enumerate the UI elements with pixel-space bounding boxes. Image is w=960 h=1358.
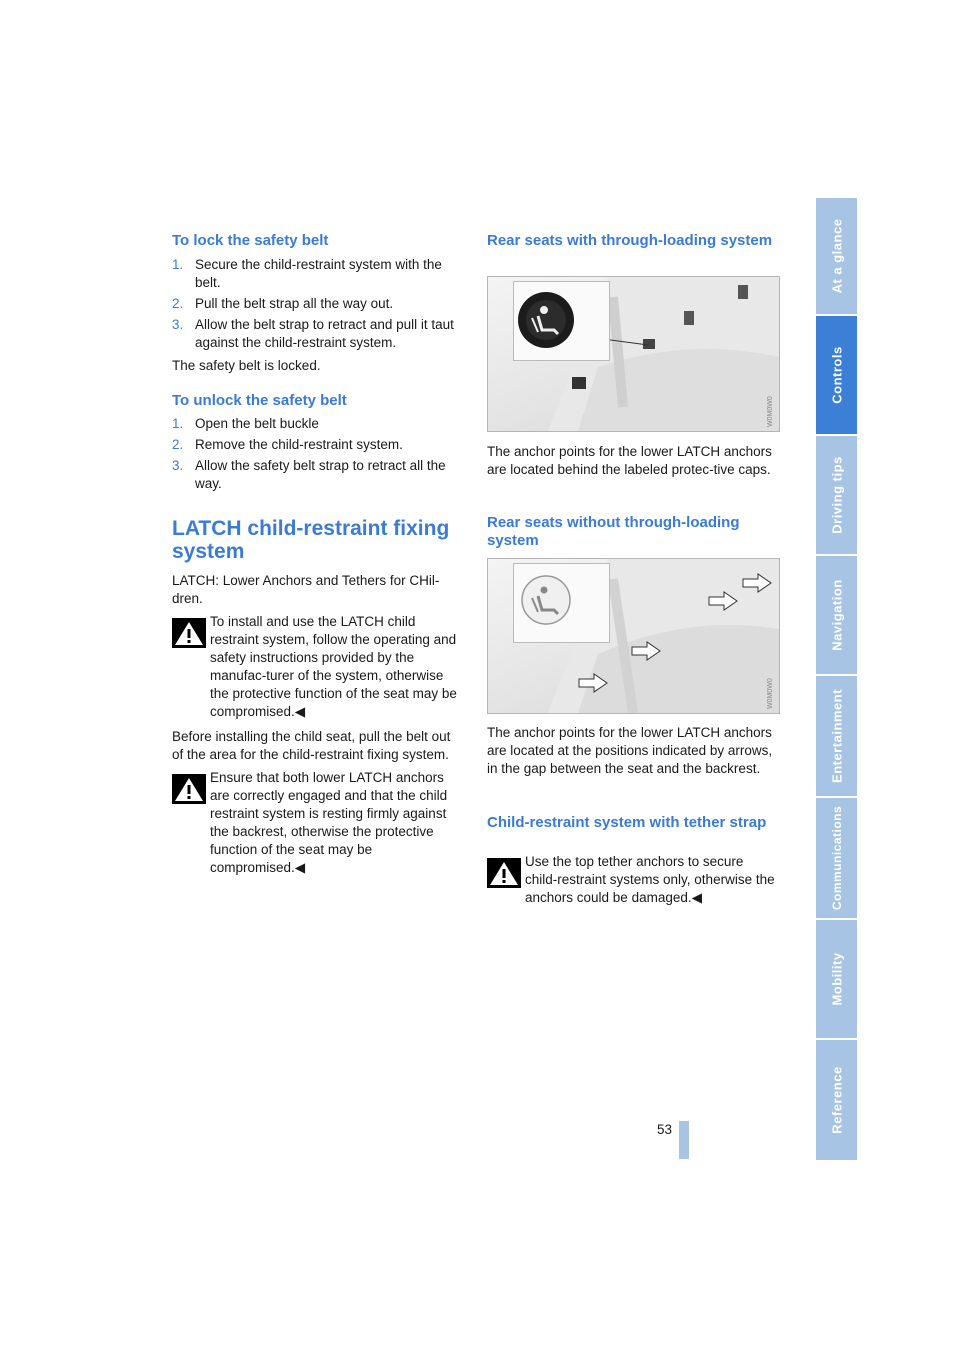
tab-reference[interactable]: Reference <box>816 1040 857 1160</box>
without-through-loading-heading: Rear seats without through-loading system <box>487 514 740 549</box>
child-seat-symbol-icon <box>514 282 609 360</box>
warning-2: Ensure that both lower LATCH anchors are correctly engaged and that the child restraint system is resting firmly against the backrest, otherwise the protective function of the seat may be compromised.◀ <box>172 769 464 877</box>
lock-heading: To lock the safety belt <box>172 232 329 249</box>
warning-icon <box>487 858 521 888</box>
tab-at-a-glance[interactable]: At a glance <box>816 198 857 314</box>
tab-communications[interactable]: Communications <box>816 798 857 918</box>
child-seat-symbol-icon <box>514 564 609 642</box>
lock-steps <box>172 256 464 352</box>
before-installing-text: Before installing the child seat, pull the belt out of the area for the child-restraint fixing system. <box>172 729 451 762</box>
tether-heading: Child-restraint system with tether strap <box>487 814 767 831</box>
seat-photo-without-through-loading <box>487 558 780 714</box>
inset-protective-cap <box>513 281 610 361</box>
tab-mobility[interactable]: Mobility <box>816 920 857 1038</box>
list-item: 1. Secure the child-restraint system with the belt. <box>172 257 442 290</box>
list-item: 2. Remove the child-restraint system. <box>172 437 403 452</box>
latch-definition: LATCH: Lower Anchors and Tethers for CHil-dren. <box>172 573 440 606</box>
left-column <box>172 232 464 877</box>
list-item: 3. Allow the safety belt strap to retract all the way. <box>172 458 446 491</box>
unlock-heading: To unlock the safety belt <box>172 392 347 409</box>
tab-controls[interactable]: Controls <box>816 316 857 434</box>
tab-driving-tips[interactable]: Driving tips <box>816 436 857 554</box>
unlock-steps <box>172 415 464 493</box>
arrow-icon <box>708 591 738 611</box>
arrow-icon <box>742 573 772 593</box>
list-item: 3. Allow the belt strap to retract and pull it taut against the child-restraint system. <box>172 317 454 350</box>
through-loading-heading: Rear seats with through-loading system <box>487 232 773 249</box>
without-through-loading-caption: The anchor points for the lower LATCH anchors are located at the positions indicated by arrows, in the gap between the seat and the backrest. <box>487 725 773 776</box>
tab-entertainment[interactable]: Entertainment <box>816 676 857 796</box>
through-loading-caption: The anchor points for the lower LATCH anchors are located behind the labeled protec-tive caps. <box>487 444 772 477</box>
inset-child-seat-symbol <box>513 563 610 643</box>
arrow-icon <box>631 641 661 661</box>
page-marker-bar <box>679 1121 689 1159</box>
svg-text:W0M0W0: W0M0W0 <box>767 396 774 427</box>
lock-result: The safety belt is locked. <box>172 358 321 373</box>
seat-photo-through-loading <box>487 276 780 432</box>
warning-icon <box>172 618 206 648</box>
latch-heading: LATCH child-restraint fixing system <box>172 517 450 563</box>
tab-navigation[interactable]: Navigation <box>816 556 857 674</box>
warning-1: To install and use the LATCH child restraint system, follow the operating and safety instructions provided by the manufac-turer of the system, otherwise the protective function of the seat may be compromised.◀ <box>172 613 464 721</box>
tether-warning: Use the top tether anchors to secure child-restraint systems only, otherwise the anchors could be damaged.◀ <box>487 853 777 907</box>
page-number: 53 <box>656 1122 672 1137</box>
svg-text:W0M0W0: W0M0W0 <box>767 678 774 709</box>
list-item: 1. Open the belt buckle <box>172 416 319 431</box>
arrow-icon <box>578 673 608 693</box>
list-item: 2. Pull the belt strap all the way out. <box>172 296 394 311</box>
warning-icon <box>172 774 206 804</box>
